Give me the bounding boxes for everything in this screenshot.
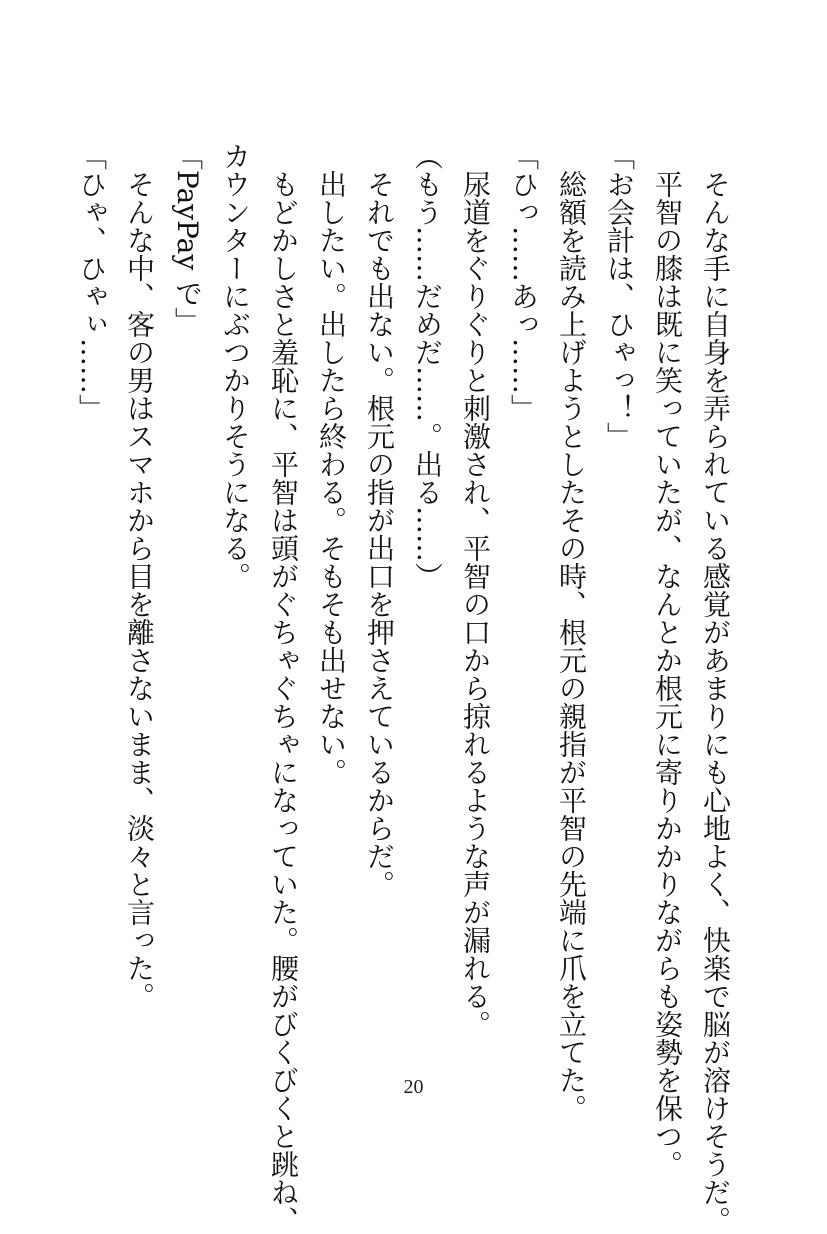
text-line: もどかしさと羞恥に、平智は頭がぐちゃぐちゃになっていた。腰がびくびくと跳ね、 (267, 170, 300, 1234)
text-line: カウンターにぶつかりそうになる。 (219, 142, 252, 590)
dialogue-line: 「ひっ……あっ……」 (507, 142, 540, 422)
text-line: 出したい。出したら終わる。そもそも出せない。 (315, 170, 348, 786)
text-line: そんな手に自身を弄られている感覚があまりにも心地よく、快楽で脳が溶けそうだ。 (699, 170, 732, 1234)
dialogue-line: 「ひゃ、ひゃぃ……」 (75, 142, 108, 422)
text-line: 平智の膝は既に笑っていたが、なんとか根元に寄りかかりながらも姿勢を保つ。 (651, 170, 684, 1178)
page-number: 20 (403, 1076, 424, 1098)
text-line: 総額を読み上げようとしたその時、根元の親指が平智の先端に爪を立てた。 (555, 170, 588, 1122)
text-line: 尿道をぐりぐりと刺激され、平智の口から掠れるような声が漏れる。 (459, 170, 492, 1038)
dialogue-line: 「PayPay で」 (171, 142, 204, 336)
text-line: それでも出ない。根元の指が出口を押さえているからだ。 (363, 170, 396, 898)
dialogue-line: 「お会計は、ひゃっ！」 (603, 142, 636, 450)
thought-line: （もう……だめだ……。出る……） (411, 142, 444, 590)
text-line: そんな中、客の男はスマホから目を離さないまま、淡々と言った。 (123, 170, 156, 1010)
